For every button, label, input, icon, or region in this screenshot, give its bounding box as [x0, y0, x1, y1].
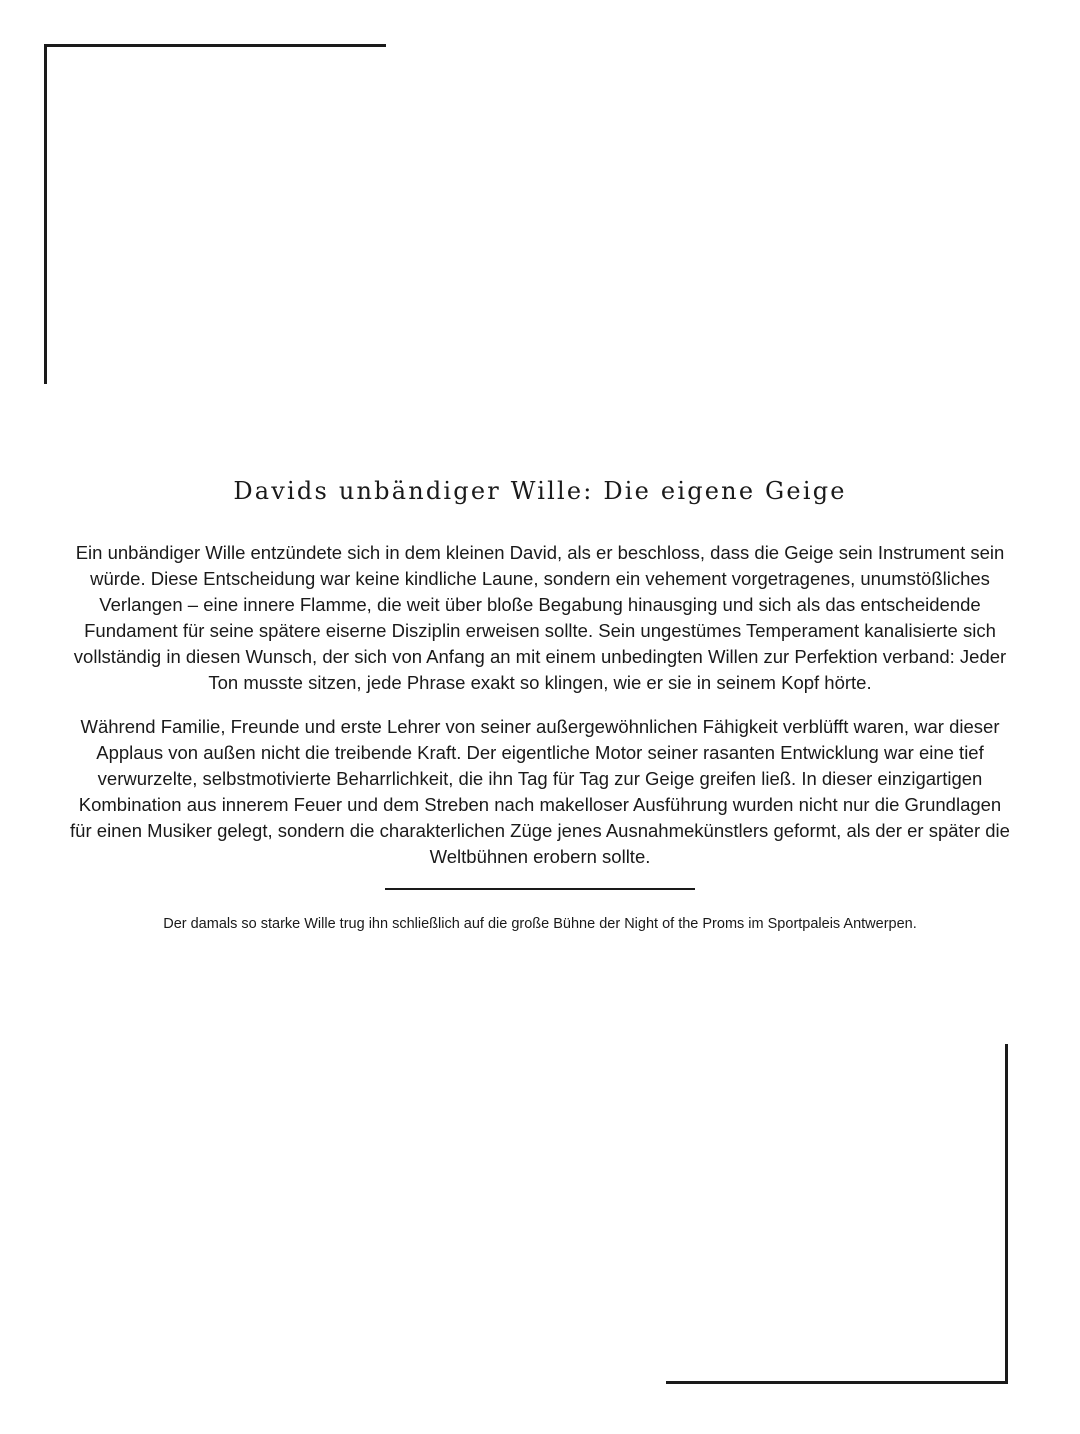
article-content — [70, 474, 1010, 934]
frame-corner-top-left-horizontal — [44, 44, 386, 47]
article-paragraph-1: Ein unbändiger Wille entzündete sich in dem kleinen David, als er beschloss, dass die Geige sein Instrument sein würde. Diese Entscheidung war keine kindliche Laune, sondern ein vehement vorgetragenes, unumstößliches Verlangen – eine innere Flamme, die weit über bloße Begabung hinausging und sich als das entscheidende Fundament für seine spätere eiserne Disziplin erweisen sollte. Sein ungestümes Temperament kanalisierte sich vollständig in diesen Wunsch, der sich von Anfang an mit einem unbedingten Willen zur Perfektion verband: Jeder Ton musste sitzen, jede Phrase exakt so klingen, wie er sie in seinem Kopf hörte. — [73, 542, 1007, 693]
article-title: Davids unbändiger Wille: Die eigene Geige — [233, 477, 847, 505]
photo-caption: Der damals so starke Wille trug ihn schließlich auf die große Bühne der Night of the Proms im Sportpaleis Antwerpen. — [163, 916, 917, 932]
article-paragraph-2: Während Familie, Freunde und erste Lehrer von seiner außergewöhnlichen Fähigkeit verblüfft waren, war dieser Applaus von außen nicht die treibende Kraft. Der eigentliche Motor seiner rasanten Entwicklung war eine tief verwurzelte, selbstmotivierte Beharrlichkeit, die ihn Tag für Tag zur Geige greifen ließ. In dieser einzigartigen Kombination aus innerem Feuer und dem Streben nach makelloser Ausführung wurden nicht nur die Grundlagen für einen Musiker gelegt, sondern die charakterlichen Züge jenes Ausnahmekünstlers geformt, als der er später die Weltbühnen erobern sollte. — [70, 716, 1010, 867]
frame-corner-top-left-vertical — [44, 44, 47, 384]
frame-corner-bottom-right-horizontal — [666, 1381, 1008, 1384]
frame-corner-bottom-right-vertical — [1005, 1044, 1008, 1384]
divider — [385, 888, 695, 890]
